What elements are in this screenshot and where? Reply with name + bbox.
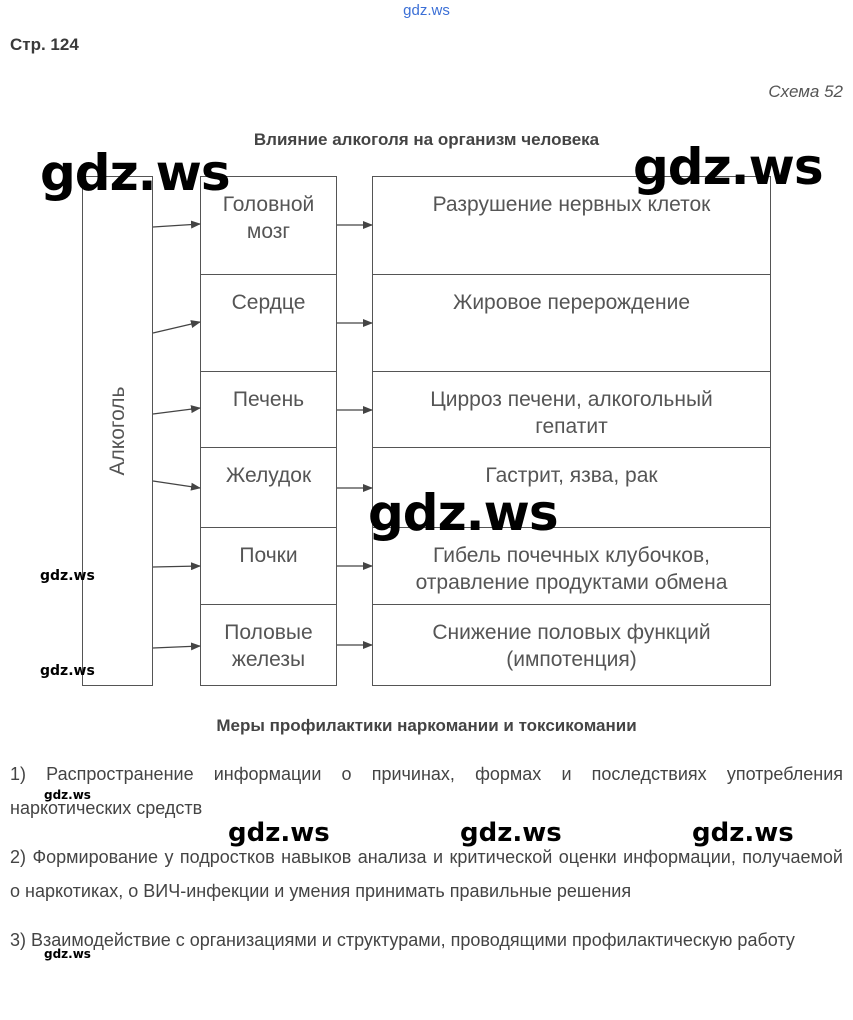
effect-cell: Снижение половых функций (импотенция) bbox=[432, 621, 711, 671]
effect-cell: Гастрит, язва, рак bbox=[373, 448, 770, 528]
organ-cell: Желудок bbox=[201, 448, 336, 528]
arrow-alcohol-kidneys bbox=[153, 566, 200, 567]
watermark-small: gdz.ws bbox=[40, 568, 95, 584]
watermark-big-center: gdz.ws bbox=[368, 484, 558, 542]
arrow-alcohol-glands bbox=[153, 646, 200, 648]
effect-cell: Гибель почечных клубочков, отравление продуктами обмена bbox=[373, 528, 770, 605]
arrow-alcohol-stomach bbox=[153, 481, 200, 488]
measure-item: 2) Формирование у подростков навыков анализа и критической оценки информации, получаемой о наркотиках, о ВИЧ-инфекции и умения принимать правильные решения bbox=[10, 847, 843, 901]
organ-cell: Половые железы bbox=[224, 621, 313, 671]
organ-cell: Почки bbox=[201, 528, 336, 605]
watermark-mid: gdz.ws bbox=[460, 818, 562, 848]
watermark-mid: gdz.ws bbox=[692, 818, 794, 848]
effect-cell: Жировое перерождение bbox=[373, 275, 770, 372]
organ-cell: Сердце bbox=[201, 275, 336, 372]
alcohol-label: Алкоголь bbox=[105, 386, 129, 476]
prevention-title: Меры профилактики наркомании и токсикомании bbox=[216, 716, 637, 735]
page-number: Стр. 124 bbox=[10, 35, 79, 54]
watermark-small: gdz.ws bbox=[40, 663, 95, 679]
schema-label: Схема 52 bbox=[768, 82, 843, 101]
effect-cell: Цирроз печени, алкогольный гепатит bbox=[373, 372, 770, 448]
watermark-mid: gdz.ws bbox=[228, 818, 330, 848]
watermark-big-left: gdz.ws bbox=[40, 144, 230, 202]
watermark-tiny: gdz.ws bbox=[44, 788, 91, 802]
measure-item: 1) Распространение информации о причинах, формах и последствиях употребления наркотических средств bbox=[10, 764, 843, 818]
arrow-alcohol-heart bbox=[153, 322, 200, 333]
effect-cell: Разрушение нервных клеток bbox=[373, 177, 770, 275]
arrow-alcohol-liver bbox=[153, 408, 200, 414]
watermark-tiny: gdz.ws bbox=[44, 947, 91, 961]
measure-item: 3) Взаимодействие с организациями и структурами, проводящими профилактическую работу bbox=[10, 930, 795, 950]
watermark-big-right: gdz.ws bbox=[633, 138, 823, 196]
arrow-alcohol-brain bbox=[153, 224, 200, 227]
organ-cell: Головной мозг bbox=[201, 177, 336, 275]
diagram-title: Влияние алкоголя на организм человека bbox=[253, 130, 600, 149]
organ-cell: Печень bbox=[201, 372, 336, 448]
watermark-top: gdz.ws bbox=[403, 2, 450, 19]
